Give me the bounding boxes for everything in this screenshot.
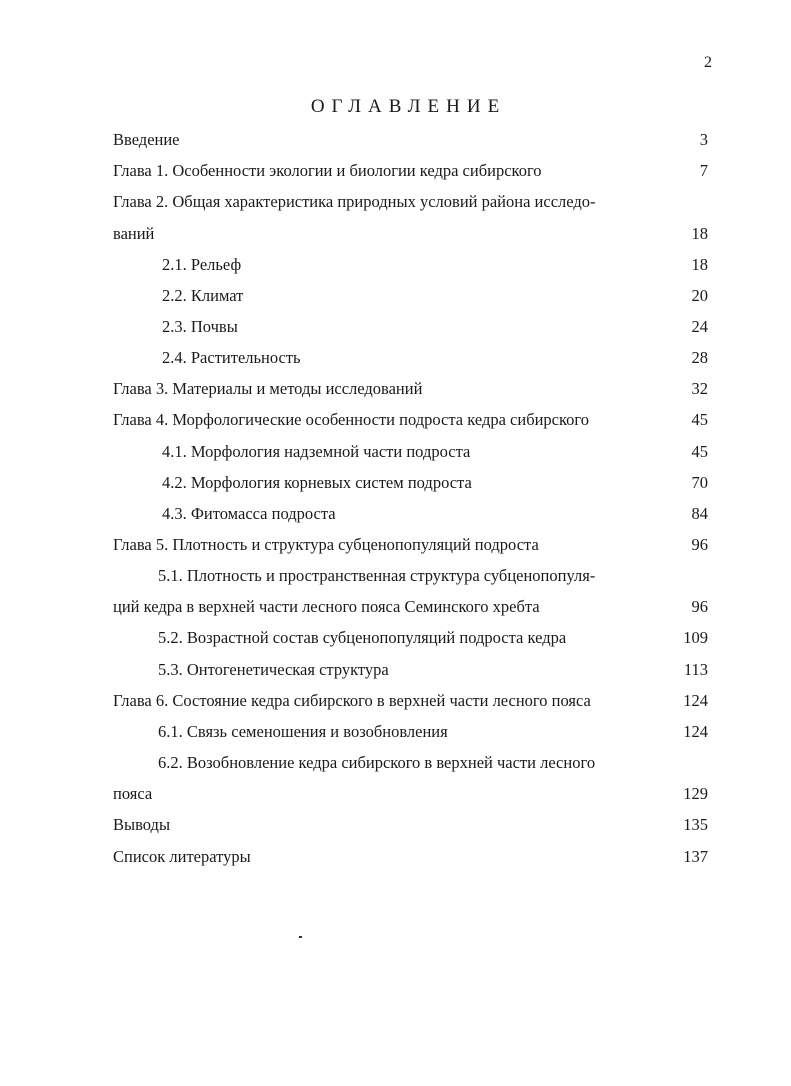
toc-entry-page: 124 (683, 722, 708, 741)
toc-entry-chapter-4 (113, 408, 708, 432)
toc-entry-section-6-1 (158, 720, 708, 744)
toc-entry-text: 2.1. Рельеф (162, 255, 242, 274)
toc-entry-section-4-2 (162, 471, 708, 495)
toc-entry-section-5-1 (158, 564, 708, 588)
toc-entry-page: 28 (691, 348, 708, 367)
toc-entry-references (113, 845, 708, 869)
page-number: 2 (704, 54, 712, 71)
toc-entry-page: 124 (683, 691, 708, 710)
toc-entry-text: 2.4. Растительность (162, 348, 301, 367)
toc-entry-chapter-3 (113, 377, 708, 401)
toc-entry-page: 7 (699, 161, 708, 180)
toc-entry-chapter-2-cont (113, 222, 708, 246)
toc-entry-text: 6.1. Связь семеношения и возобновления (158, 722, 448, 741)
toc-entry-section-6-2 (158, 751, 708, 775)
toc-entry-section-2-3 (162, 315, 708, 339)
toc-entry-page: 20 (691, 286, 708, 305)
toc-entry-text: 5.1. Плотность и пространственная структура субценопопуля- (158, 566, 596, 585)
toc-entry-chapter-1 (113, 159, 708, 183)
toc-entry-text: пояса (113, 784, 153, 803)
toc-entry-section-5-2 (158, 626, 708, 650)
page-title: ОГЛАВЛЕНИЕ (310, 96, 507, 117)
toc-entry-text: 5.3. Онтогенетическая структура (158, 660, 389, 679)
toc-entry-chapter-6 (113, 689, 708, 713)
toc-entry-page: 24 (691, 317, 708, 336)
toc-entry-text: Глава 4. Морфологические особенности подроста кедра сибирского (113, 410, 590, 429)
toc-entry-text: Список литературы (113, 847, 251, 866)
toc-entry-page: 96 (691, 535, 708, 554)
toc-entry-text: Глава 2. Общая характеристика природных условий района исследо- (113, 192, 596, 211)
toc-entry-introduction (113, 128, 708, 152)
toc-entry-page: 18 (691, 255, 708, 274)
toc-entry-page: 109 (683, 628, 708, 647)
toc-entry-text: 2.3. Почвы (162, 317, 238, 336)
toc-entry-page: 70 (691, 473, 708, 492)
scan-artifact (299, 936, 302, 938)
toc-entry-text: 6.2. Возобновление кедра сибирского в верхней части лесного (158, 753, 596, 772)
toc-entry-section-2-4 (162, 346, 708, 370)
toc-entry-page: 135 (683, 815, 708, 834)
toc-entry-text: ваний (113, 224, 155, 243)
toc-entry-section-4-1 (162, 440, 708, 464)
toc-entry-text: 4.1. Морфология надземной части подроста (162, 442, 471, 461)
toc-entry-chapter-2 (113, 190, 708, 214)
toc-entry-section-5-3 (158, 658, 708, 682)
toc-entry-text: 4.2. Морфология корневых систем подроста (162, 473, 472, 492)
toc-entry-text: Введение (113, 130, 180, 149)
toc-entry-text: Глава 3. Материалы и методы исследований (113, 379, 423, 398)
toc-entry-text: 5.2. Возрастной состав субценопопуляций подроста кедра (158, 628, 567, 647)
toc-entry-page: 18 (691, 224, 708, 243)
toc-entry-page: 137 (683, 847, 708, 866)
toc-entry-chapter-5 (113, 533, 708, 557)
toc-entry-section-2-1 (162, 253, 708, 277)
toc-entry-text: ций кедра в верхней части лесного пояса Семинского хребта (113, 597, 540, 616)
toc-entry-page: 45 (691, 442, 708, 461)
toc-entry-conclusions (113, 813, 708, 837)
toc-entry-section-4-3 (162, 502, 708, 526)
toc-entry-text: Глава 6. Состояние кедра сибирского в верхней части лесного пояса (113, 691, 591, 710)
toc-entry-section-6-2-cont (113, 782, 708, 806)
toc-entry-text: Глава 1. Особенности экологии и биологии кедра сибирского (113, 161, 542, 180)
toc-entry-text: 2.2. Климат (162, 286, 244, 305)
toc-entry-section-2-2 (162, 284, 708, 308)
toc-entry-page: 113 (683, 660, 708, 679)
toc-entry-page: 96 (691, 597, 708, 616)
toc-entry-page: 129 (683, 784, 708, 803)
toc-entry-page: 32 (691, 379, 708, 398)
toc-entry-page: 45 (691, 410, 708, 429)
toc-entry-page: 84 (691, 504, 708, 523)
toc-entry-section-5-1-cont (113, 595, 708, 619)
toc-entry-text: 4.3. Фитомасса подроста (162, 504, 336, 523)
toc-entry-page: 3 (699, 130, 708, 149)
toc-entry-text: Глава 5. Плотность и структура субценопопуляций подроста (113, 535, 539, 554)
toc-entry-text: Выводы (113, 815, 171, 834)
